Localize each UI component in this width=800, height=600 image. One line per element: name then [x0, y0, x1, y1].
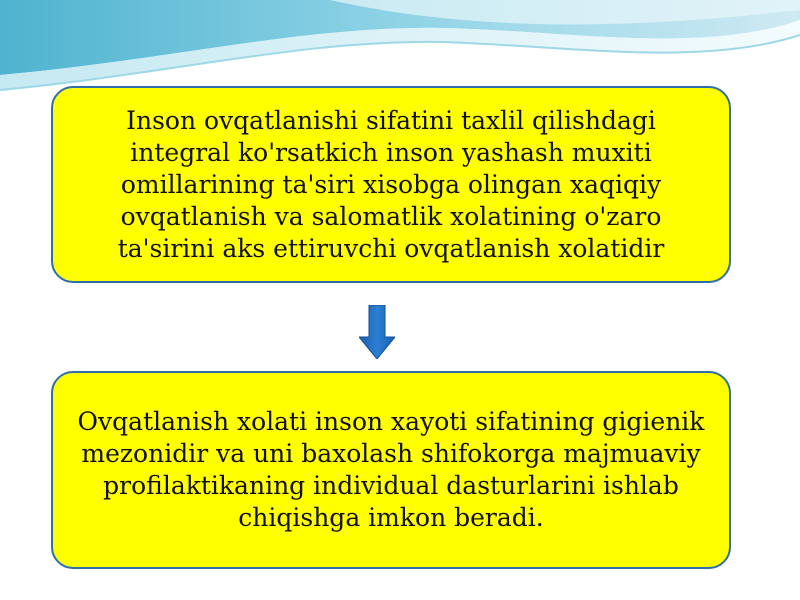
- definition-box-top: Inson ovqatlanishi sifatini taxlil qilishdagi integral ko'rsatkich inson yashash muxiti omillarining ta'siri xisobga olingan xaqiqiy ovqatlanish va salomatlik xolatining o'zaro ta'sirini aks ettiruvchi ovqatlanish xolatidir: [51, 86, 731, 283]
- definition-box-bottom: Ovqatlanish xolati inson xayoti sifatining gigienik mezonidir va uni baxolash shifokorga majmuaviy profilaktikaning individual dasturlarini ishlab chiqishga imkon beradi.: [51, 371, 731, 569]
- down-arrow-icon: [359, 305, 395, 359]
